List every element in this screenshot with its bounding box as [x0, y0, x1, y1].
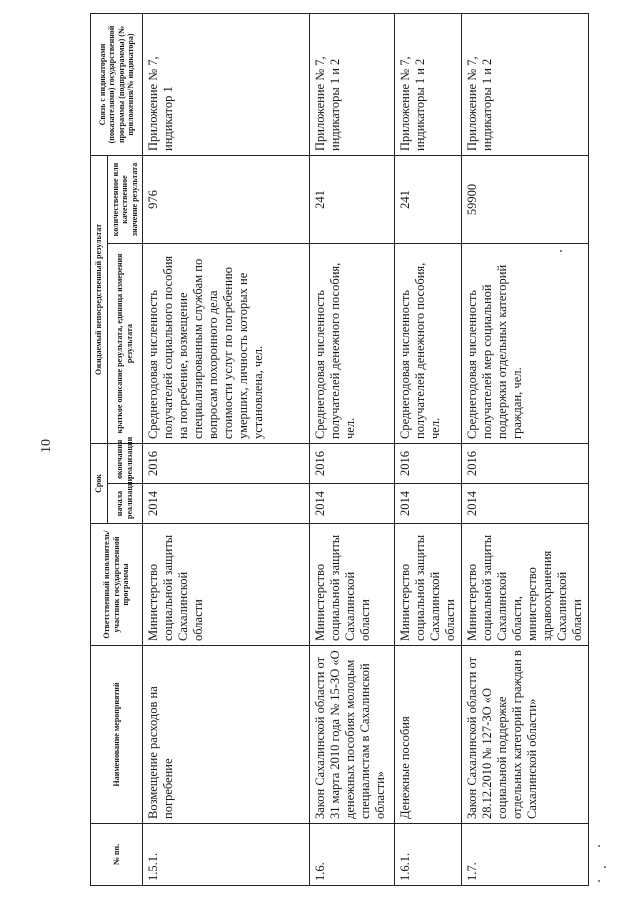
cell-num: 1.6.1. — [395, 824, 462, 886]
cell-start: 2014 — [462, 484, 589, 524]
cell-link: Приложение № 7, индикаторы 1 и 2 — [462, 14, 589, 156]
cell-end: 2016 — [310, 444, 395, 484]
cell-link: Приложение № 7, индикаторы 1 и 2 — [395, 14, 462, 156]
cell-value: 241 — [310, 156, 395, 244]
cell-value: 976 — [143, 156, 310, 244]
scan-speck — [598, 880, 600, 882]
table-row — [395, 14, 462, 886]
table-row — [143, 14, 310, 886]
cell-end: 2016 — [143, 444, 310, 484]
cell-responsible: Министерство социальной защиты Сахалинской области — [310, 524, 395, 646]
cell-num: 1.6. — [310, 824, 395, 886]
header-term-start: начала реализации — [107, 484, 143, 524]
cell-desc: Среднегодовая численность получателей мер социальной поддержки отдельных категорий граждан, чел. — [462, 244, 589, 444]
scan-speck — [598, 845, 600, 847]
cell-desc: Среднегодовая численность получателей денежного пособия, чел. — [310, 244, 395, 444]
cell-start: 2014 — [143, 484, 310, 524]
header-num: № пп. — [91, 824, 143, 886]
header-name: Наименование мероприятий — [91, 646, 143, 824]
page-number: 10 — [39, 439, 54, 453]
cell-link: Приложение № 7, индикатор 1 — [143, 14, 310, 156]
table-row — [462, 14, 589, 886]
header-term-end: окончания реализации — [107, 444, 143, 484]
cell-end: 2016 — [462, 444, 589, 484]
rotated-sheet — [90, 14, 585, 886]
cell-start: 2014 — [310, 484, 395, 524]
header-result-desc: краткое описание результата, единица измерения результата — [107, 244, 143, 444]
cell-name: Закон Сахалинской области от 28.12.2010 № 127-ЗО «О социальной поддержке отдельных категорий граждан в Сахалинской области» — [462, 646, 589, 824]
cell-link: Приложение № 7, индикаторы 1 и 2 — [310, 14, 395, 156]
cell-num: 1.7. — [462, 824, 589, 886]
cell-responsible: Министерство социальной защиты Сахалинской области — [143, 524, 310, 646]
cell-name: Денежные пособия — [395, 646, 462, 824]
scan-speck — [560, 250, 562, 252]
cell-name: Закон Сахалинской области от 31 марта 2010 года № 15-ЗО «О денежных пособиях молодым специалистам в Сахалинской области» — [310, 646, 395, 824]
cell-num: 1.5.1. — [143, 824, 310, 886]
scan-speck — [604, 866, 606, 868]
cell-name: Возмещение расходов на погребение — [143, 646, 310, 824]
cell-responsible: Министерство социальной защиты Сахалинской области, министерство здравоохранения Сахалинской области — [462, 524, 589, 646]
cell-value: 241 — [395, 156, 462, 244]
cell-responsible: Министерство социальной защиты Сахалинской области — [395, 524, 462, 646]
cell-desc: Среднегодовая численность получателей денежного пособия, чел. — [395, 244, 462, 444]
header-result: Ожидаемый непосредственный результат — [91, 156, 108, 444]
header-responsible: Ответственный исполнитель/участник государственной программы — [91, 524, 143, 646]
measures-table — [90, 13, 589, 886]
cell-start: 2014 — [395, 484, 462, 524]
header-result-value: количественное или качественное значение результата — [107, 156, 143, 244]
header-term: Срок — [91, 444, 108, 524]
cell-desc: Среднегодовая численность получателей социального пособия на погребение, возмещение специализированным службам по вопросам похоронного дела стоимости услуг по погребению умерших, личность которых не установлена, чел. — [143, 244, 310, 444]
header-link: Связь с индикаторами (показателями) государственной программы (подпрограммы) (№ приложения/№ индикатора) — [91, 14, 143, 156]
table-row — [310, 14, 395, 886]
cell-end: 2016 — [395, 444, 462, 484]
cell-value: 59900 — [462, 156, 589, 244]
